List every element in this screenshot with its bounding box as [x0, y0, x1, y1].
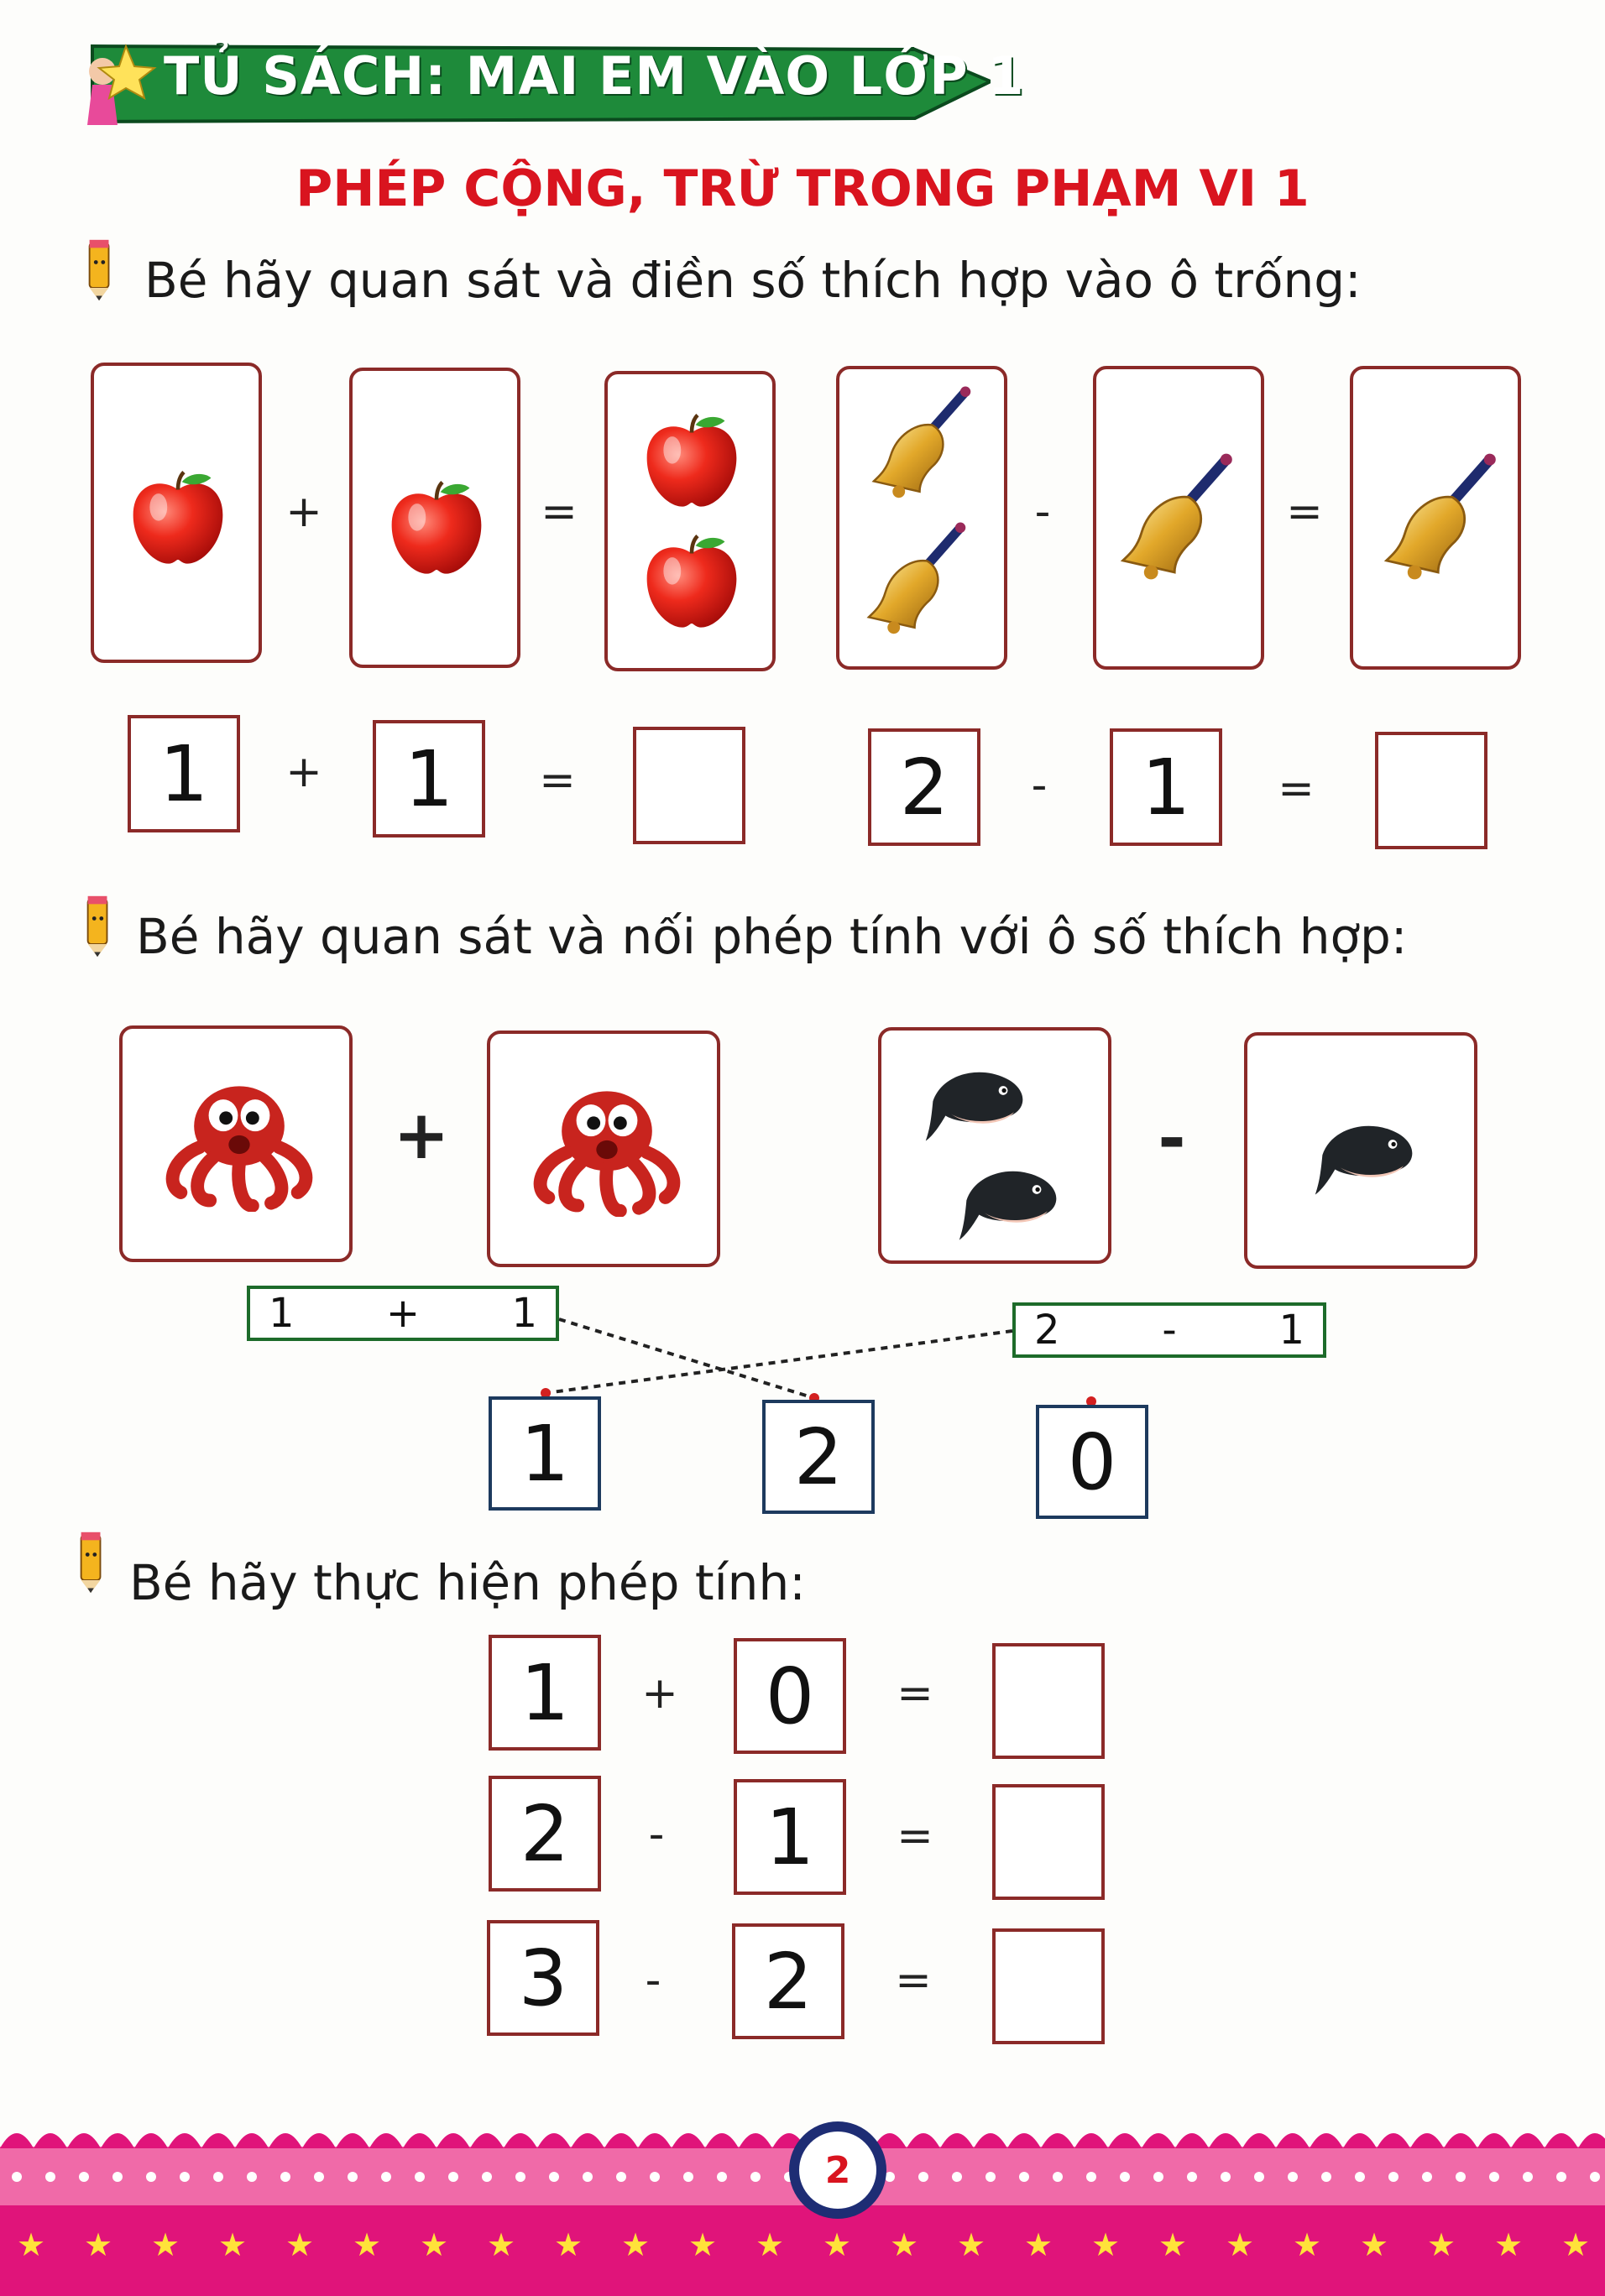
equals-sign: = [541, 487, 578, 537]
scallop [1377, 2133, 1410, 2148]
scallop [336, 2133, 369, 2148]
scallop [1511, 2133, 1545, 2148]
ornament-dot [482, 2172, 492, 2182]
ornament-dot [1422, 2172, 1432, 2182]
scallop [1444, 2133, 1477, 2148]
star-icon: ★ [420, 2226, 449, 2263]
scallop [705, 2133, 739, 2148]
star-icon: ★ [1427, 2226, 1456, 2263]
scallop [1209, 2133, 1242, 2148]
star-icon: ★ [823, 2226, 852, 2263]
scallop [1074, 2133, 1108, 2148]
plus-sign: + [285, 487, 322, 537]
scallop [168, 2133, 201, 2148]
equals-sign: = [897, 1811, 933, 1861]
ornament-dot [1019, 2172, 1029, 2182]
ornament-dot [79, 2172, 89, 2182]
star-icon: ★ [1226, 2226, 1255, 2263]
plus-sign: + [641, 1668, 678, 1719]
scallop [0, 2133, 34, 2148]
number-box: 0 [734, 1638, 846, 1754]
scallop [201, 2133, 235, 2148]
ornament-dot [180, 2172, 190, 2182]
ornament-dot [583, 2172, 593, 2182]
expr-left: 1 [269, 1290, 295, 1337]
scallop [101, 2133, 134, 2148]
ornament-dot [1388, 2172, 1398, 2182]
star-icon: ★ [554, 2226, 583, 2263]
ornament-dot [1254, 2172, 1264, 2182]
ornament-dot [1556, 2172, 1566, 2182]
ornament-dot [1355, 2172, 1365, 2182]
ornament-dot [1489, 2172, 1499, 2182]
scallop [907, 2133, 940, 2148]
scallop [1041, 2133, 1074, 2148]
scallop [940, 2133, 974, 2148]
star-icon: ★ [1293, 2226, 1322, 2263]
scallop [403, 2133, 437, 2148]
ornament-dot [213, 2172, 223, 2182]
star-icon: ★ [890, 2226, 919, 2263]
number-box: 1 [1110, 728, 1222, 846]
minus-sign: - [1158, 1099, 1186, 1177]
ornament-dot [616, 2172, 626, 2182]
star-icon: ★ [1091, 2226, 1121, 2263]
pencil-icon [69, 1529, 114, 1596]
ornament-dot [381, 2172, 391, 2182]
ornament-dot [1456, 2172, 1466, 2182]
ornament-dot [247, 2172, 257, 2182]
scallop [134, 2133, 168, 2148]
ornament-dot [717, 2172, 727, 2182]
scallop [302, 2133, 336, 2148]
scallop [1142, 2133, 1175, 2148]
number-box: 1 [128, 715, 240, 832]
star-icon: ★ [1360, 2226, 1389, 2263]
scallop [638, 2133, 672, 2148]
answer-number-box[interactable]: 0 [1036, 1405, 1148, 1519]
answer-box[interactable] [992, 1643, 1105, 1759]
scallop [369, 2133, 403, 2148]
scallop [67, 2133, 101, 2148]
star-icon: ★ [1494, 2226, 1524, 2263]
scallop [504, 2133, 537, 2148]
ornament-dot [1221, 2172, 1231, 2182]
star-icon: ★ [151, 2226, 180, 2263]
ornament-dot [314, 2172, 324, 2182]
ornament-dot [415, 2172, 425, 2182]
scallop [34, 2133, 67, 2148]
star-icon: ★ [487, 2226, 516, 2263]
scallop [1175, 2133, 1209, 2148]
instruction-1: Bé hãy quan sát và điền số thích hợp vào ô trống: [144, 252, 1362, 309]
scallop [974, 2133, 1007, 2148]
scallop [1578, 2133, 1605, 2148]
star-icon: ★ [1561, 2226, 1591, 2263]
ornament-dot [1120, 2172, 1130, 2182]
scallop [571, 2133, 604, 2148]
star-icon: ★ [957, 2226, 986, 2263]
equals-sign: = [897, 1668, 933, 1719]
ornament-dot [12, 2172, 22, 2182]
equals-sign: = [539, 755, 576, 806]
minus-sign: - [645, 1955, 661, 2006]
number-box: 1 [734, 1779, 846, 1895]
ornament-dot [1288, 2172, 1298, 2182]
star-icon: ★ [353, 2226, 382, 2263]
expr-op: + [385, 1290, 421, 1337]
ornament-dot [348, 2172, 358, 2182]
instruction-2: Bé hãy quan sát và nối phép tính với ô số thích hợp: [136, 908, 1408, 965]
scallop [672, 2133, 705, 2148]
ornament-dot [650, 2172, 660, 2182]
ornament-dot [683, 2172, 693, 2182]
star-icon: ★ [688, 2226, 718, 2263]
expr-right: 1 [511, 1290, 537, 1337]
ornament-dot [549, 2172, 559, 2182]
scallop [537, 2133, 571, 2148]
instruction-3: Bé hãy thực hiện phép tính: [129, 1554, 806, 1611]
ornament-dot [1053, 2172, 1063, 2182]
scallop [1477, 2133, 1511, 2148]
scallop [269, 2133, 302, 2148]
page-number-badge [789, 2121, 886, 2219]
ornament-dot [45, 2172, 55, 2182]
number-box: 2 [732, 1923, 844, 2039]
answer-number-box[interactable]: 1 [489, 1396, 601, 1511]
page-title: PHÉP CỘNG, TRỪ TRONG PHẠM VI 1 [295, 159, 1310, 218]
ornament-dot [1321, 2172, 1331, 2182]
scallop [235, 2133, 269, 2148]
ornament-dot [750, 2172, 761, 2182]
scallop [1108, 2133, 1142, 2148]
scallop [1242, 2133, 1276, 2148]
scallop [739, 2133, 772, 2148]
series-title: TỦ SÁCH: MAI EM VÀO LỚP 1 [164, 45, 1025, 107]
expr-op: - [1162, 1307, 1177, 1354]
scallop [437, 2133, 470, 2148]
scallop [1007, 2133, 1041, 2148]
star-icon: ★ [17, 2226, 46, 2263]
ornament-dot [448, 2172, 458, 2182]
expr-left: 2 [1034, 1307, 1060, 1354]
expr-right: 1 [1278, 1307, 1304, 1354]
ornament-dot [952, 2172, 962, 2182]
star-icon: ★ [755, 2226, 785, 2263]
ornament-dot [1086, 2172, 1096, 2182]
connector-line [546, 1331, 1012, 1393]
minus-sign: - [648, 1809, 665, 1860]
ornament-dot [1523, 2172, 1533, 2182]
star-icon: ★ [84, 2226, 113, 2263]
ornament-dot [985, 2172, 996, 2182]
number-box: 2 [868, 728, 980, 846]
scallop [1545, 2133, 1578, 2148]
equals-sign: = [1286, 487, 1323, 537]
ornament-dot [1590, 2172, 1600, 2182]
ornament-dot [112, 2172, 123, 2182]
star-icon: ★ [285, 2226, 315, 2263]
ornament-dot [280, 2172, 290, 2182]
star-icon: ★ [218, 2226, 248, 2263]
minus-sign: - [1034, 487, 1051, 537]
scallop [604, 2133, 638, 2148]
number-box: 2 [489, 1776, 601, 1892]
answer-box[interactable] [992, 1928, 1105, 2044]
scallop [470, 2133, 504, 2148]
equals-sign: = [895, 1955, 932, 2006]
number-box: 1 [373, 720, 485, 838]
scallop [1310, 2133, 1343, 2148]
ornament-dot [1187, 2172, 1197, 2182]
ornament-dot [515, 2172, 525, 2182]
scallop [1276, 2133, 1310, 2148]
ornament-dot [146, 2172, 156, 2182]
plus-sign: + [285, 747, 322, 797]
number-box: 1 [489, 1635, 601, 1751]
answer-number-box[interactable]: 2 [762, 1400, 875, 1514]
scallop [1410, 2133, 1444, 2148]
star-icon: ★ [1158, 2226, 1188, 2263]
minus-sign: - [1031, 760, 1048, 811]
number-box: 3 [487, 1920, 599, 2036]
equals-sign: = [1278, 764, 1315, 814]
answer-box[interactable] [992, 1784, 1105, 1900]
plus-sign: + [393, 1096, 450, 1174]
star-icon: ★ [621, 2226, 651, 2263]
star-icon: ★ [1024, 2226, 1053, 2263]
page-number: 2 [799, 2132, 876, 2209]
ornament-dot [1153, 2172, 1163, 2182]
scallop [1343, 2133, 1377, 2148]
ornament-dot [918, 2172, 928, 2182]
